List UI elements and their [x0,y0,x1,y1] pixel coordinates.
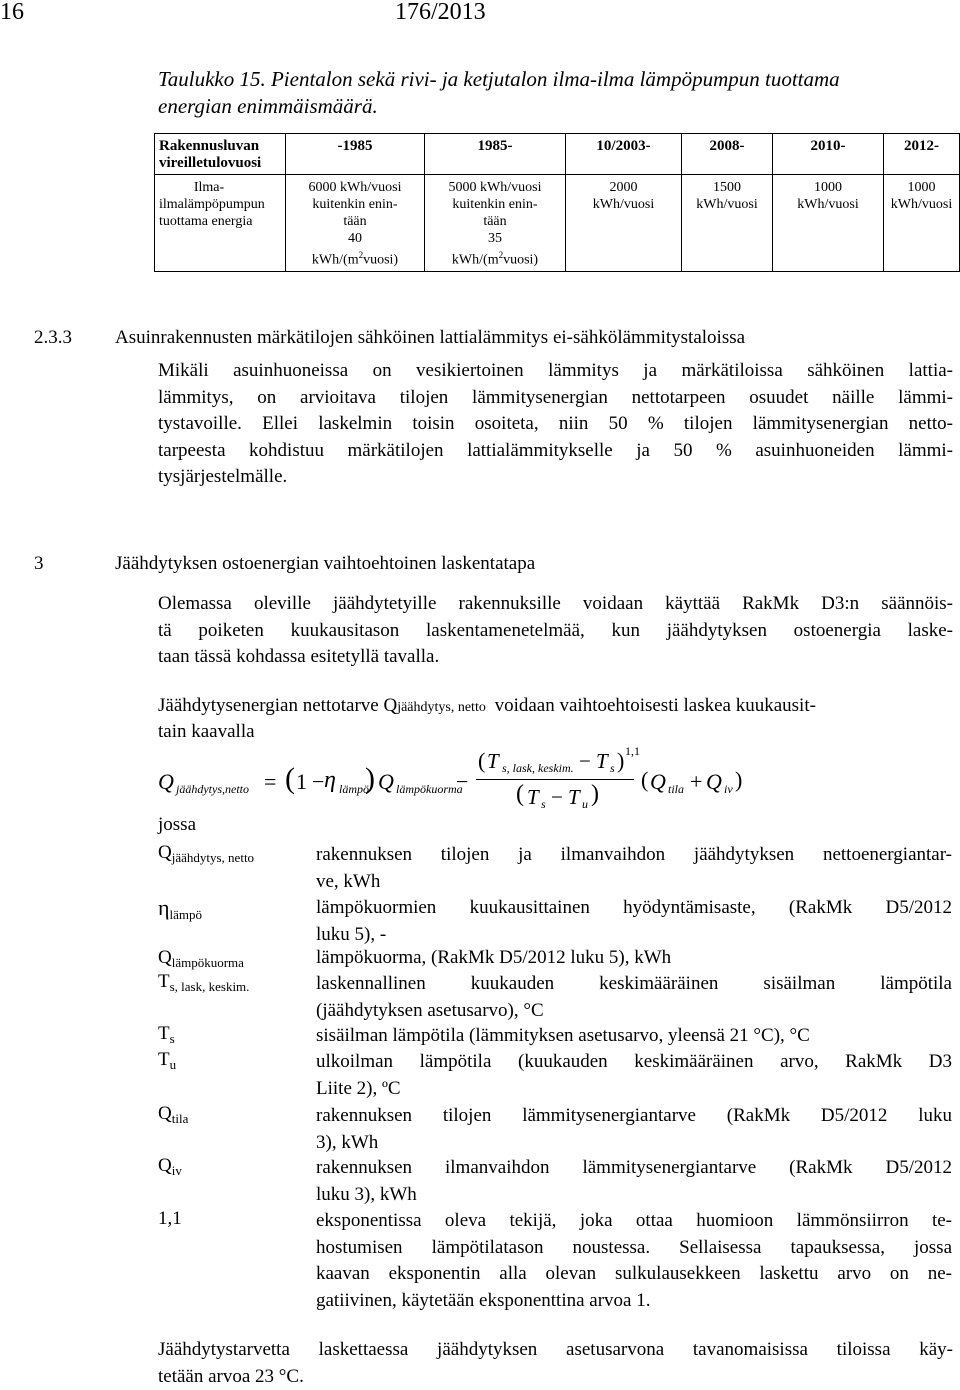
value-line: 35 [488,231,502,246]
def-sym-sub: s [169,1031,175,1046]
def-sym-main: T [158,1049,170,1070]
value-line: 40 [348,231,362,246]
body-line: tä poiketen kuukausitason laskentamenetelmää, kun jäähdytyksen ostoenergia laske- [158,619,953,641]
page-number: 16 [0,0,24,25]
def-sym-main: Q [158,842,172,863]
unit-part: vuosi) [503,252,539,268]
formula-intro-line2: tain kaavalla [158,721,255,742]
formula-operator: + [690,769,703,794]
def-symbol [158,1103,188,1127]
formula-symbol: T [596,749,608,773]
formula-subscript: iv [724,782,733,796]
def-line: luku 5), - [316,923,387,945]
body-line: Olemassa oleville jäähdytetyille rakennuksille voidaan käyttää RakMk D3:n säännöis- [158,593,953,614]
value-line: 2000 [609,180,638,195]
def-line: hostumisen lämpötilatason noustessa. Sellaisessa tapauksessa, jossa [316,1236,952,1258]
formula-paren: ( [516,781,524,807]
def-sym-main: T [158,971,170,992]
section-title: Jäähdytyksen ostoenergian vaihtoehtoinen laskentatapa [115,553,536,574]
def-line: laskennallinen kuukauden keskimääräinen sisäilman lämpötila [316,973,952,994]
table-caption-line2: energian enimmäismäärä. [158,94,378,118]
def-line: luku 3), kWh [316,1183,417,1205]
row-label-1: Ilma- [193,180,225,195]
formula-operator: − [456,769,469,794]
formula-symbol: η [324,767,336,793]
def-sym-sub: jäähdytys, netto [171,850,255,865]
row-header-cell [155,134,286,175]
year-header-cell: 1985- [425,134,566,175]
def-text [316,1155,952,1208]
unit-part: kWh/(m [311,252,359,268]
def-symbol [158,895,202,923]
cooling-formula [158,744,958,828]
value-line [288,247,422,269]
def-sym-sub: lämpökuorma [171,955,244,970]
def-sym-sub: iv [171,1163,182,1178]
fraction-bar [476,779,634,780]
formula-subscript: s, lask, keskim. [502,761,574,775]
formula-symbol: T [487,749,499,773]
year-header-cell: 10/2003- [566,134,682,175]
formula-paren: ) [617,748,625,773]
formula-operator: − [312,769,325,794]
def-line: sisäilman lämpötila (lämmityksen asetusarvo, yleensä 21 °C), °C [316,1025,810,1046]
value-cell [425,175,566,272]
def-symbol: 1,1 [158,1208,182,1229]
intro-text: voidaan vaihtoehtoisesti laskea kuukausit- [494,695,816,716]
formula-subscript: tila [668,782,685,796]
def-line: 3), kWh [316,1131,379,1153]
def-sym-main: Q [158,1103,172,1124]
unit-part: vuosi) [363,252,399,268]
def-symbol [158,1049,176,1073]
table-caption-line1: Taulukko 15. Pientalon sekä rivi- ja ketjutalon ilma-ilma lämpöpumpun tuottama [158,67,840,91]
def-sym-main: η [158,895,170,920]
section-title: Asuinrakennusten märkätilojen sähköinen lattialämmitys ei-sähkölämmitystaloissa [115,327,746,348]
formula-symbol: Q [158,769,174,794]
def-text [316,971,952,1024]
formula-operator: − [551,785,563,809]
table-data-row [155,175,960,272]
value-line: kWh/vuosi [797,197,859,212]
document-id: 176/2013 [395,0,486,25]
value-line: kuitenkin enin- [452,197,538,212]
def-sym-main: T [158,1023,170,1044]
formula-paren: ( [285,762,295,795]
formula-subscript: s [541,797,546,811]
section-number: 3 [34,553,44,574]
def-line: (jäähdytyksen asetusarvo), °C [316,999,544,1021]
value-cell [773,175,884,272]
def-symbol [158,842,254,866]
value-line: 6000 kWh/vuosi [308,180,402,195]
formula-intro [158,693,953,722]
closing-paragraph [158,1337,953,1390]
value-line: tään [483,214,507,229]
formula-paren: ( [641,767,649,792]
def-text [316,1103,952,1156]
def-text [316,1049,952,1102]
section-233-body [158,358,953,491]
value-cell [682,175,773,272]
body-line: tarpeesta kohdistuu märkätilojen lattialämmitykselle ja 50 % asuinhuoneiden lämmi- [158,439,953,461]
row-header-label-2: vireilletulovuosi [159,155,262,171]
def-sym-sub: s, lask, keskim. [169,979,250,994]
formula-number: 1 [296,769,307,794]
def-line: kaavan eksponentin alla olevan sulkulausekkeen laskettu arvo on ne- [316,1263,952,1284]
def-sym-sub: tila [171,1111,189,1126]
section-3-body [158,591,953,671]
formula-symbol: Q [706,769,722,794]
body-line: Jäähdytystarvetta laskettaessa jäähdytyksen asetusarvona tavanomaisissa tiloissa käy- [158,1339,953,1360]
row-header-label-1: Rakennusluvan [159,138,260,154]
year-header-cell: 2008- [682,134,773,175]
def-line: lämpökuorma, (RakMk D5/2012 luku 5), kWh [316,947,672,968]
value-line: kuitenkin enin- [312,197,398,212]
def-sym-main: Q [158,947,172,968]
unit-sup: 2 [358,250,364,260]
value-cell [566,175,682,272]
section-number: 2.3.3 [34,327,72,348]
value-cell [884,175,960,272]
formula-symbol: Q [650,769,666,794]
formula-operator: − [579,749,591,773]
formula-symbol: T [568,785,580,809]
def-symbol [158,1155,182,1179]
body-line: tystavoille. Ellei laskelmin toisin osoiteta, niin 50 % tilojen lämmitysenergian netto- [158,413,953,434]
value-cell [286,175,425,272]
formula-subscript: jäähdytys,netto [176,782,249,796]
value-line: kWh/vuosi [890,197,953,212]
table-header-row [155,134,960,175]
value-line: kWh/vuosi [592,197,655,212]
year-header-cell: -1985 [286,134,425,175]
value-line: 1000 [907,180,936,195]
def-sym-main: Q [158,1155,172,1176]
def-text [316,895,952,948]
formula-symbol: Q [378,769,394,794]
def-line: ve, kWh [316,870,381,892]
body-line: tetään arvoa 23 °C. [158,1365,304,1387]
formula-subscript: lämpökuorma [396,782,463,796]
year-header-cell: 2012- [884,134,960,175]
formula-exponent: 1,1 [625,744,640,758]
body-line: lämmitys, on arvioitava tilojen lämmitysenergian nettotarpeen osuudet näille lämmi- [158,386,953,408]
def-line: Liite 2), ºC [316,1077,401,1099]
def-sym-sub: u [169,1057,177,1072]
value-line: 1000 [814,180,842,195]
formula-paren: ) [365,762,375,795]
def-symbol [158,1023,175,1047]
body-line: tysjärjestelmälle. [158,466,288,487]
def-line: gatiivinen, käytetään eksponenttina arvoa 1. [316,1289,651,1311]
formula-subscript: u [582,797,588,811]
formula-subscript: lämpö [339,782,369,796]
year-header-cell: 2010- [773,134,884,175]
def-line: eksponentissa oleva tekijä, joka ottaa huomioon lämmönsiirron te- [316,1210,952,1231]
def-line: ulkoilman lämpötila (kuukauden keskimääräinen arvo, RakMk D3 [316,1051,952,1072]
unit-part: kWh/(m [451,252,499,268]
formula-paren: ) [735,767,743,792]
value-line: 5000 kWh/vuosi [448,180,542,195]
def-text [316,945,952,972]
def-text [316,1208,952,1314]
def-line: rakennuksen ilmanvaihdon lämmitysenergiantarve (RakMk D5/2012 [316,1157,952,1178]
intro-subscript: jäähdytys, netto [397,700,486,715]
body-line: taan tässä kohdassa esitetyllä tavalla. [158,646,440,667]
def-line: rakennuksen tilojen ja ilmanvaihdon jäähdytyksen nettoenergiantar- [316,844,952,865]
value-line: kWh/vuosi [696,197,758,212]
def-sym-sub: lämpö [169,907,203,922]
formula-symbol: T [527,785,539,809]
def-line: lämpökuormien kuukausittainen hyödyntämisaste, (RakMk D5/2012 [316,897,952,918]
value-line: 1500 [713,180,741,195]
def-text [316,842,952,895]
heat-pump-energy-table [154,133,960,272]
def-line: rakennuksen tilojen lämmitysenergiantarve (RakMk D5/2012 luku [316,1105,952,1126]
formula-operator: = [264,769,277,794]
def-text [316,1023,952,1050]
row-label-cell [155,175,286,272]
jossa-label: jossa [158,814,196,835]
formula-paren: ) [591,781,599,807]
row-label-3: tuottama energia [159,214,253,229]
def-symbol [158,971,249,995]
value-line: tään [343,214,367,229]
formula-paren: ( [478,748,486,773]
intro-text: Jäähdytysenergian nettotarve Q [158,695,398,716]
value-line [427,247,563,269]
formula-subscript: s [610,761,615,775]
def-symbol [158,947,244,971]
unit-sup: 2 [498,250,504,260]
body-line: Mikäli asuinhuoneissa on vesikiertoinen lämmitys ja märkätiloissa sähköinen lattia- [158,360,953,381]
row-label-2: ilmalämpöpumpun [159,197,265,212]
